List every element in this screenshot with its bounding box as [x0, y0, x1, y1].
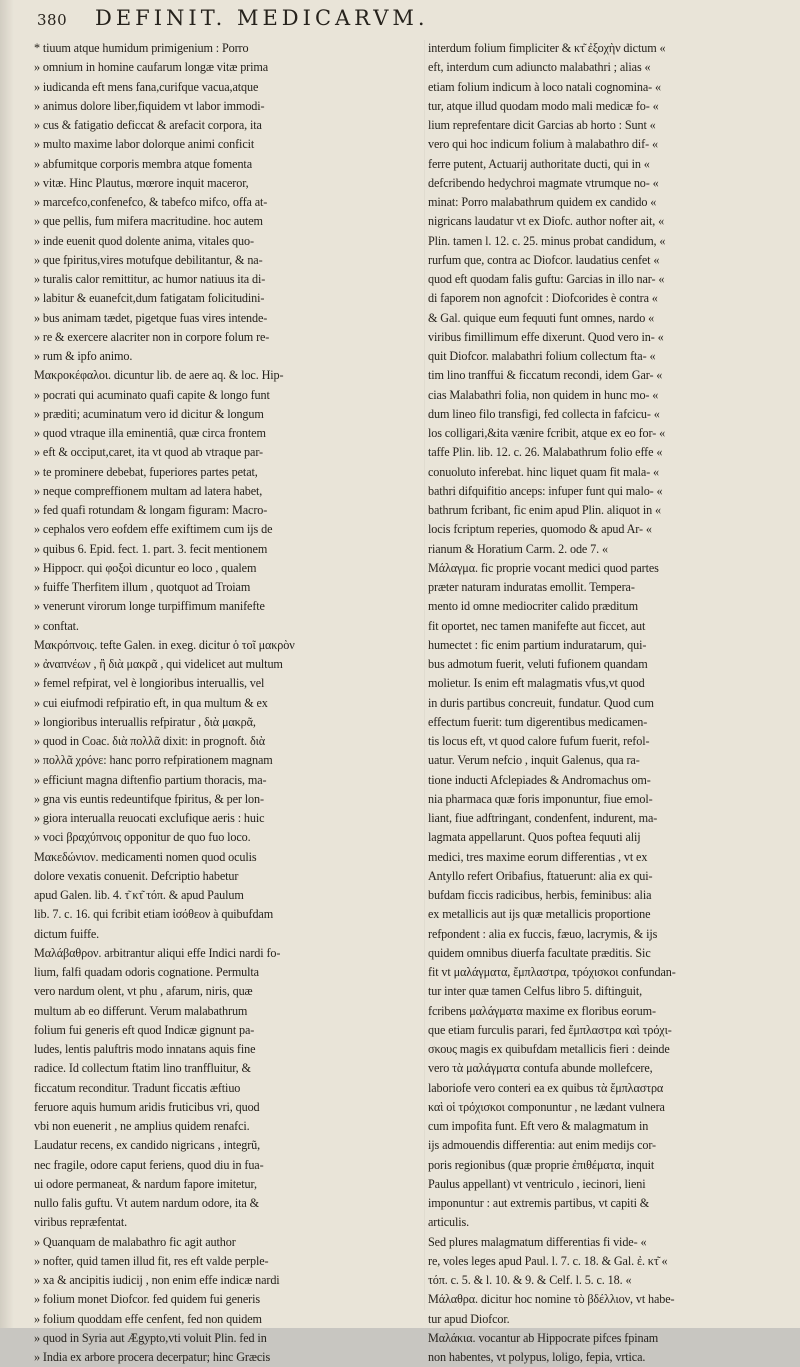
right-column-line: ijs admouendis differentia: aut enim medijs cor-: [428, 1138, 656, 1153]
right-column-line: lagmata appellarunt. Quos poftea fequuti alij: [428, 830, 641, 845]
right-column-line: tis locus eft, vt quod calore fufum fuerit, refol-: [428, 734, 650, 748]
right-column-line: medici, tres maxime eorum differentias , vt ex: [428, 849, 648, 864]
right-column-line: in duris partibus concreuit, fundatur. Quod cum: [428, 695, 654, 710]
left-column-line: » que fpiritus,vires motufque debilitantur, & na-: [34, 252, 263, 267]
left-column-line: » Hippocr. qui φοξοὶ dicuntur eo loco , qualem: [34, 560, 257, 575]
right-column-line: mento id omne mediocriter calido præditum: [428, 599, 639, 614]
left-column-line: » turalis calor remittitur, ac humor natiuus ita di-: [34, 272, 266, 286]
left-column-line: lium, falfi quadam odoris cognatione. Permulta: [34, 965, 259, 979]
right-column-line: conuoluto inferebat. hinc liquet quam fit mala- «: [428, 464, 660, 479]
right-column-line: σκους magis ex quibufdam metallicis fieri : deinde: [428, 1042, 670, 1056]
left-column-line: » longioribus interuallis refpiratur , διὰ μακρᾶ,: [34, 714, 256, 729]
right-column-line: bathrum fcribant, fic enim apud Plin. aliquot in «: [428, 503, 661, 517]
running-head: DEFINIT. MEDICARVM.: [95, 6, 429, 30]
left-column-line: Μακροκέφαλοι. dicuntur lib. de aere aq. & loc. Hip-: [34, 368, 284, 383]
right-column-line: etiam folium indicum à loco natali cognomina- «: [428, 79, 661, 94]
right-column-line: cias Malabathri folia, non quidem in hunc mo- «: [428, 387, 659, 402]
right-column-line: rianum & Horatium Carm. 2. ode 7. «: [428, 541, 608, 556]
right-column-line: vero qui hoc indicum folium à malabathro dif- «: [428, 137, 658, 152]
right-column-line: locis fcriptum reperies, quomodo & apud Ar- «: [428, 522, 652, 537]
left-column-line: feruore aquis humum aridis fruticibus vri, quod: [34, 1099, 260, 1114]
right-column-line: viribus fimillimum effe dixerunt. Quod vero in- «: [428, 329, 664, 344]
left-column-line: » gna vis euntis redeuntifque fpiritus, & per lon-: [34, 791, 264, 806]
left-column-line: Μαλάβαθρον. arbitrantur aliqui effe Indici nardi fo-: [34, 945, 281, 960]
left-column-line: » quod in Coac. διὰ πολλᾶ dixit: in prognoft. διὰ: [34, 734, 266, 748]
left-column-line: » multo maxime labor dolorque animi conficit: [34, 137, 255, 152]
right-column-line: ferre putent, Actuarij authoritate ducti, qui in «: [428, 156, 650, 171]
left-column-line: » femel refpirat, vel è longioribus interuallis, vel: [34, 676, 265, 691]
right-column-line: bufdam ficcis radicibus, herbis, feminibus: alia: [428, 888, 652, 902]
right-column-line: bus admotum fuerit, veluti fufionem quandam: [428, 657, 648, 671]
right-column-line: effectum fuerit: tum digerentibus medicamen-: [428, 714, 648, 729]
right-column-line: Antyllo refert Oribafius, ftatuerunt: alia ex qui-: [428, 868, 653, 883]
right-column-line: Paulus appellant) vt ventriculo , iecinori, lieni: [428, 1176, 646, 1191]
left-column-line: » voci βραχύπνοις opponitur de quo fuo loco.: [34, 830, 251, 845]
left-column-line: » πολλᾶ χρόνε: hanc porro refpirationem magnam: [34, 753, 273, 768]
left-column-line: » fed quafi rotundam & longam figuram: Macro-: [34, 503, 268, 517]
right-column-line: καὶ οἱ τρόχισκοι componuntur , ne lædant vulnera: [428, 1099, 665, 1114]
left-column-line: » venerunt virorum longe turpiffimum manifefte: [34, 599, 265, 614]
right-column-line: fit oportet, nec tamen manifefte aut ficcet, aut: [428, 618, 646, 633]
left-column-line: nec fragile, odore caput feriens, quod diu in fua-: [34, 1157, 264, 1172]
left-column-line: dictum fuiffe.: [34, 926, 100, 941]
right-column-line: quod eft quodam falis guftu: Garcias in illo nar- «: [428, 272, 665, 286]
left-column-line: ficcatum reconditur. Tradunt ficcatis æftiuo: [34, 1080, 241, 1095]
left-column-line: » Quanquam de malabathro fic agit author: [34, 1234, 236, 1249]
left-column-line: Laudatur recens, ex candido nigricans , integrũ,: [34, 1138, 261, 1153]
left-column-line: radice. Id collectum ftatim lino tranffluitur, &: [34, 1061, 251, 1076]
right-column-line: tur, atque illud quodam modo mali medicæ fo- «: [428, 98, 659, 113]
right-column-line: refpondent : alia ex fuccis, fæuo, lacrymis, & ijs: [428, 926, 658, 941]
right-column-line: dum lineo filo transfigi, fed collecta in fafcicu- «: [428, 406, 660, 421]
left-column-line: » cephalos vero eofdem effe exiftimem cum ijs de: [34, 522, 273, 537]
right-column-line: nia pharmaca quæ foris imponuntur, fiue emol-: [428, 791, 653, 806]
left-column-line: » neque compreffionem multam ad latera habet,: [34, 483, 263, 498]
right-column-line: molietur. Is enim eft malagmatis vfus,vt quod: [428, 676, 645, 691]
right-column-line: poris regionibus (quæ proprie ἐπιθέματα, inquit: [428, 1157, 655, 1172]
left-column-line: » marcefco,confenefco, & tabefco mifco, offa at-: [34, 195, 268, 209]
left-column-line: » animus dolore liber,fiquidem vt labor immodi-: [34, 98, 265, 113]
left-column-line: viribus repræfentat.: [34, 1215, 128, 1230]
left-column: [34, 39, 420, 1364]
left-column-line: » inde euenit quod dolente anima, vitales quo-: [34, 233, 254, 248]
right-column-line: Μάλαθρα. dicitur hoc nomine τὸ βδέλλιον, vt habe-: [428, 1292, 675, 1307]
left-column-line: » rum & ipfo animo.: [34, 349, 133, 363]
left-column-line: » nofter, quid tamen illud fit, res eft valde perple-: [34, 1253, 269, 1268]
right-column-line: tione inducti Afclepiades & Andromachus om-: [428, 772, 651, 787]
right-column-line: & Gal. quique eum fequuti funt omnes, nardo «: [428, 310, 655, 325]
right-column-line: quidem omnibus diuerfa facultate præditis. Sic: [428, 945, 651, 960]
right-column-line: minat: Porro malabathrum quidem ex candido «: [428, 195, 657, 209]
right-column-line: taffe Plin. lib. 12. c. 26. Malabathrum folio effe «: [428, 445, 663, 460]
left-column-line: » quod in Syria aut Ægypto,vti voluit Plin. fed in: [34, 1330, 267, 1345]
right-column-line: ex metallicis aut ijs quæ metallicis proportione: [428, 907, 651, 922]
left-column-line: lib. 7. c. 16. qui fcribit etiam ἰσόθεον à quibufdam: [34, 907, 274, 922]
right-column-line: rurfum que, contra ac Diofcor. laudatius cenfet «: [428, 252, 660, 267]
left-column-line: » ἀναπνέων , ἢ διὰ μακρᾶ , qui videlicet aut multum: [34, 657, 283, 671]
right-column-line: laboriofe vero conteri ea ex quibus τὰ ἔμπλαστρα: [428, 1080, 664, 1095]
right-column-line: interdum folium fimpliciter & κτ͂ ἐξοχὴν dictum «: [428, 41, 666, 55]
left-column-line: folium fui generis eft quod Indicæ gignunt pa-: [34, 1022, 255, 1037]
right-column-line: tim lino tranffui & ficcatum recondi, idem Gar- «: [428, 368, 663, 383]
left-column-line: » labitur & euanefcit,dum fatigatam folicitudini-: [34, 291, 265, 306]
right-column-line: præter naturam induratas emollit. Tempera-: [428, 580, 635, 594]
right-column-line: re, voles leges apud Paul. l. 7. c. 18. & Gal. ἐ. κτ͂ «: [428, 1253, 668, 1268]
right-column-line: non habentes, vt polypus, loligo, fepia, vrtica.: [428, 1350, 646, 1364]
right-column-line: los colligari,&ita vænire fcribit, atque ex eo for- «: [428, 426, 666, 440]
right-column-line: quit Diofcor. malabathri folium collectum fta- «: [428, 349, 656, 363]
left-column-line: » conftat.: [34, 618, 79, 633]
right-column-line: Sed plures malagmatum differentias fi vide- «: [428, 1234, 647, 1249]
left-column-line: vbi non euenerit , ne amplius quidem renafci.: [34, 1119, 250, 1133]
left-column-line: » efficiunt magna diftenfio partium thoracis, ma-: [34, 772, 267, 787]
left-column-line: » re & exercere alacriter non in corpore folum re-: [34, 329, 270, 344]
left-column-line: » giora interualla reuocati exclufique aeris : huic: [34, 811, 265, 825]
left-column-line: » folium monet Diofcor. fed quidem fui generis: [34, 1292, 260, 1307]
right-column-line: articulis.: [428, 1215, 470, 1230]
left-column-line: apud Galen. lib. 4. τ͂ κτ͂ τόπ. & apud Paulum: [34, 888, 244, 902]
right-column-line: cum impofita funt. Eft vero & malagmatum in: [428, 1119, 649, 1133]
left-column-line: nullo falis guftu. Vt autem nardum odore, ita &: [34, 1196, 259, 1210]
right-column-line: vero τὰ μαλάγματα contufa abunde mollefcere,: [428, 1061, 653, 1076]
right-column-line: τόπ. c. 5. & l. 10. & 9. & Celf. l. 5. c. 18. «: [428, 1273, 632, 1287]
left-column-line: multum ab eo differunt. Verum malabathrum: [34, 1003, 248, 1018]
left-column-line: » vitæ. Hinc Plautus, mœrore inquit maceror,: [34, 175, 249, 190]
right-column-line: bathri difquifitio anceps: infuper funt qui malo- «: [428, 483, 663, 498]
right-column: [428, 39, 794, 1364]
right-column-line: fcribens μαλάγματα maxime ex floribus eorum-: [428, 1003, 656, 1018]
column-gutter: [424, 40, 425, 1310]
left-column-line: » præditi; acuminatum vero id dicitur & longum: [34, 406, 264, 421]
left-column-line: » quibus 6. Epid. fect. 1. part. 3. fecit mentionem: [34, 541, 268, 556]
left-column-line: Μακρόπνοις. tefte Galen. in exeg. dicitur ὁ τοῖ μακρὸν: [34, 637, 295, 652]
left-column-line: » India ex arbore procera decerpatur; hinc Græcis: [34, 1350, 271, 1364]
left-column-line: ludes, lentis paluftris modo innatans aquis fine: [34, 1042, 256, 1056]
right-column-line: tur inter quæ tamen Celfus libro 5. diftinguit,: [428, 984, 643, 999]
right-column-line: fit vt μαλάγματα, ἔμπλαστρα, τρόχισκοι confundan-: [428, 965, 676, 979]
right-column-line: liant, fiue adftringant, condenfent, indurent, ma-: [428, 811, 658, 825]
right-column-line: nigricans laudatur vt ex Diofc. author nofter ait, «: [428, 214, 665, 229]
right-column-line: eft, interdum cum adiuncto malabathri ; alias «: [428, 60, 651, 75]
left-column-line: vero nardum olent, vt phu , afarum, niris, quæ: [34, 984, 253, 999]
left-column-line: » que pellis, fum mifera macritudine. hoc autem: [34, 214, 263, 229]
right-column-line: di faporem non agnofcit : Diofcorides è contra «: [428, 291, 658, 306]
right-column-line: tur apud Diofcor.: [428, 1311, 510, 1326]
left-column-line: » te prominere debebat, fuperiores partes petat,: [34, 464, 258, 479]
left-column-line: » iudicanda eft mens fana,curifque vacua,atque: [34, 79, 259, 94]
left-column-line: » bus animam tædet, pigetque fuas vires intende-: [34, 310, 268, 325]
left-column-line: » xa & ancipitis iudicij , non enim effe indicæ nardi: [34, 1273, 280, 1287]
right-column-line: defcribendo hedychroi magmate vtrumque no- «: [428, 175, 659, 190]
left-column-line: * tiuum atque humidum primigenium : Porro: [34, 41, 249, 55]
right-column-line: imponuntur : aut extremis partibus, vt capiti &: [428, 1196, 650, 1210]
right-column-line: Μαλάκια. vocantur ab Hippocrate pifces fpinam: [428, 1330, 659, 1345]
left-column-line: » fuiffe Therfitem illum , quotquot ad Troiam: [34, 580, 251, 594]
left-column-line: » abfumitque corporis membra atque fomenta: [34, 156, 252, 171]
left-column-line: ui odore permaneat, & nardum fapore imitetur,: [34, 1176, 257, 1191]
right-column-line: que etiam furculis parari, fed ἔμπλαστρα καὶ τρόχι-: [428, 1022, 672, 1037]
left-column-line: » pocrati qui acuminato quafi capite & longo funt: [34, 387, 270, 402]
left-column-line: » omnium in homine caufarum longæ vitæ prima: [34, 60, 269, 75]
right-column-line: Plin. tamen l. 12. c. 25. minus probat candidum, «: [428, 233, 666, 248]
right-column-line: humectet : fic enim partium induratarum, qui-: [428, 637, 647, 652]
left-column-line: Μακεδώνιον. medicamenti nomen quod oculis: [34, 849, 257, 864]
left-column-line: » eft & occiput,caret, ita vt quod ab vtraque par-: [34, 445, 263, 460]
left-column-line: » quod vtraque illa eminentiâ, quæ circa frontem: [34, 426, 266, 440]
left-column-line: dolore vexatis conuenit. Defcriptio habetur: [34, 868, 239, 883]
right-column-line: uatur. Verum nefcio , inquit Galenus, qua ra-: [428, 753, 640, 768]
left-column-line: » cui eiufmodi refpiratio eft, in qua multum & ex: [34, 695, 268, 710]
left-column-line: » folium quoddam effe cenfent, fed non quidem: [34, 1311, 262, 1326]
right-column-line: lium reprefentare dicit Garcias ab horto : Sunt «: [428, 118, 656, 132]
right-column-line: Μάλαγμα. fic proprie vocant medici quod partes: [428, 560, 659, 575]
page-number: 380: [37, 11, 68, 29]
left-column-line: » cus & fatigatio deficcat & arefacit corpora, ita: [34, 118, 262, 132]
